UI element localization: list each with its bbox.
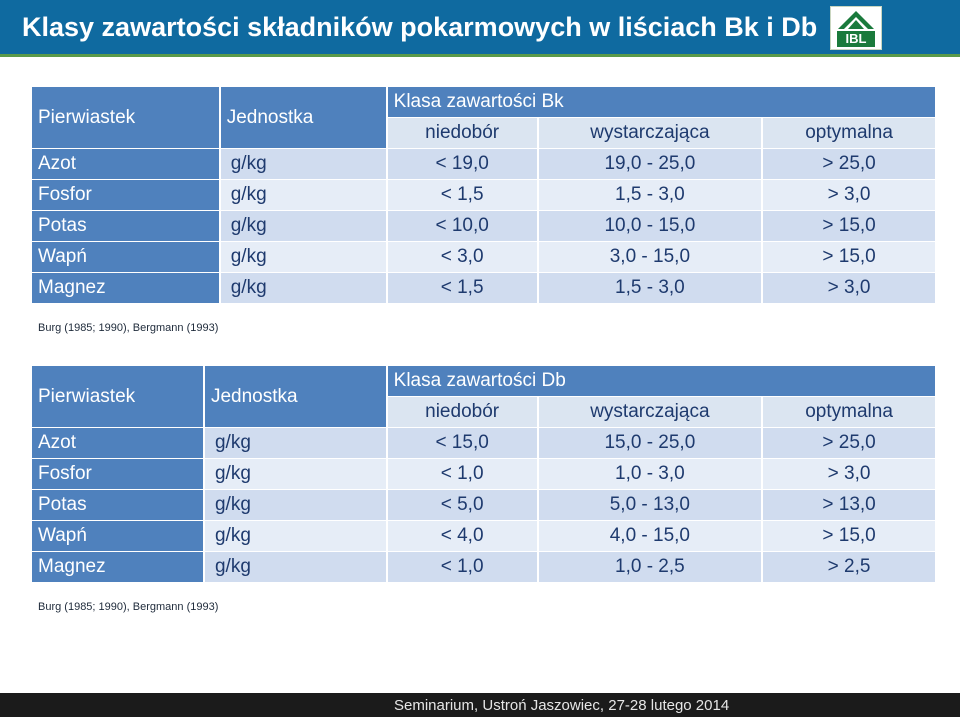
value-cell: 1,5 - 3,0 [539,273,762,303]
table-db [30,365,937,583]
value-cell: 1,0 - 2,5 [539,552,762,582]
class-header: Klasa zawartości Db [388,366,935,396]
value-cell: > 2,5 [763,552,935,582]
unit-cell: g/kg [221,273,386,303]
unit-cell: g/kg [221,149,386,179]
value-cell: < 10,0 [388,211,537,241]
unit-cell: g/kg [205,428,386,458]
value-cell: 4,0 - 15,0 [539,521,762,551]
value-cell: 15,0 - 25,0 [539,428,762,458]
source-note: Burg (1985; 1990), Bergmann (1993) [38,601,219,613]
class-header: Klasa zawartości Bk [388,87,935,117]
value-cell: 10,0 - 15,0 [539,211,762,241]
value-cell: < 4,0 [388,521,537,551]
value-cell: < 19,0 [388,149,537,179]
unit-cell: g/kg [221,180,386,210]
sub-header-optimal: optymalna [763,397,935,427]
table-bk [30,86,937,304]
value-cell: > 3,0 [763,180,935,210]
sub-header-deficiency: niedobór [388,118,537,148]
value-cell: > 25,0 [763,428,935,458]
table-row [32,149,935,179]
value-cell: < 1,0 [388,459,537,489]
page-title: Klasy zawartości składników pokarmowych w liściach Bk i Db [22,12,818,42]
value-cell: < 3,0 [388,242,537,272]
element-name: Potas [32,490,203,520]
table-row [32,521,935,551]
element-name: Azot [32,428,203,458]
value-cell: < 5,0 [388,490,537,520]
unit-cell: g/kg [205,490,386,520]
table-row [32,211,935,241]
table-row [32,428,935,458]
logo-text: IBL [837,31,875,47]
col-header-unit: Jednostka [221,87,386,148]
value-cell: > 15,0 [763,242,935,272]
unit-cell: g/kg [205,459,386,489]
sub-header-sufficient: wystarczająca [539,118,762,148]
unit-cell: g/kg [221,211,386,241]
value-cell: > 13,0 [763,490,935,520]
value-cell: > 15,0 [763,521,935,551]
col-header-unit: Jednostka [205,366,386,427]
source-note: Burg (1985; 1990), Bergmann (1993) [38,322,219,334]
table-row [32,552,935,582]
footer-bar [0,693,960,717]
value-cell: < 1,0 [388,552,537,582]
element-name: Potas [32,211,219,241]
sub-header-deficiency: niedobór [388,397,537,427]
value-cell: 1,0 - 3,0 [539,459,762,489]
value-cell: 19,0 - 25,0 [539,149,762,179]
element-name: Fosfor [32,459,203,489]
element-name: Azot [32,149,219,179]
element-name: Fosfor [32,180,219,210]
tree-logo-icon [834,9,878,33]
value-cell: < 1,5 [388,180,537,210]
unit-cell: g/kg [205,521,386,551]
table-row [32,180,935,210]
table-row [32,490,935,520]
col-header-element: Pierwiastek [32,87,219,148]
value-cell: 3,0 - 15,0 [539,242,762,272]
element-name: Magnez [32,552,203,582]
table-row [32,273,935,303]
unit-cell: g/kg [205,552,386,582]
value-cell: < 1,5 [388,273,537,303]
sub-header-optimal: optymalna [763,118,935,148]
value-cell: < 15,0 [388,428,537,458]
unit-cell: g/kg [221,242,386,272]
ibl-logo [830,6,882,50]
table-row [32,459,935,489]
footer-text: Seminarium, Ustroń Jaszowiec, 27-28 lutego 2014 [394,697,730,714]
element-name: Magnez [32,273,219,303]
value-cell: 1,5 - 3,0 [539,180,762,210]
value-cell: > 25,0 [763,149,935,179]
value-cell: > 15,0 [763,211,935,241]
value-cell: 5,0 - 13,0 [539,490,762,520]
title-bar [0,0,960,57]
element-name: Wapń [32,521,203,551]
element-name: Wapń [32,242,219,272]
value-cell: > 3,0 [763,273,935,303]
table-row [32,242,935,272]
value-cell: > 3,0 [763,459,935,489]
col-header-element: Pierwiastek [32,366,203,427]
sub-header-sufficient: wystarczająca [539,397,762,427]
